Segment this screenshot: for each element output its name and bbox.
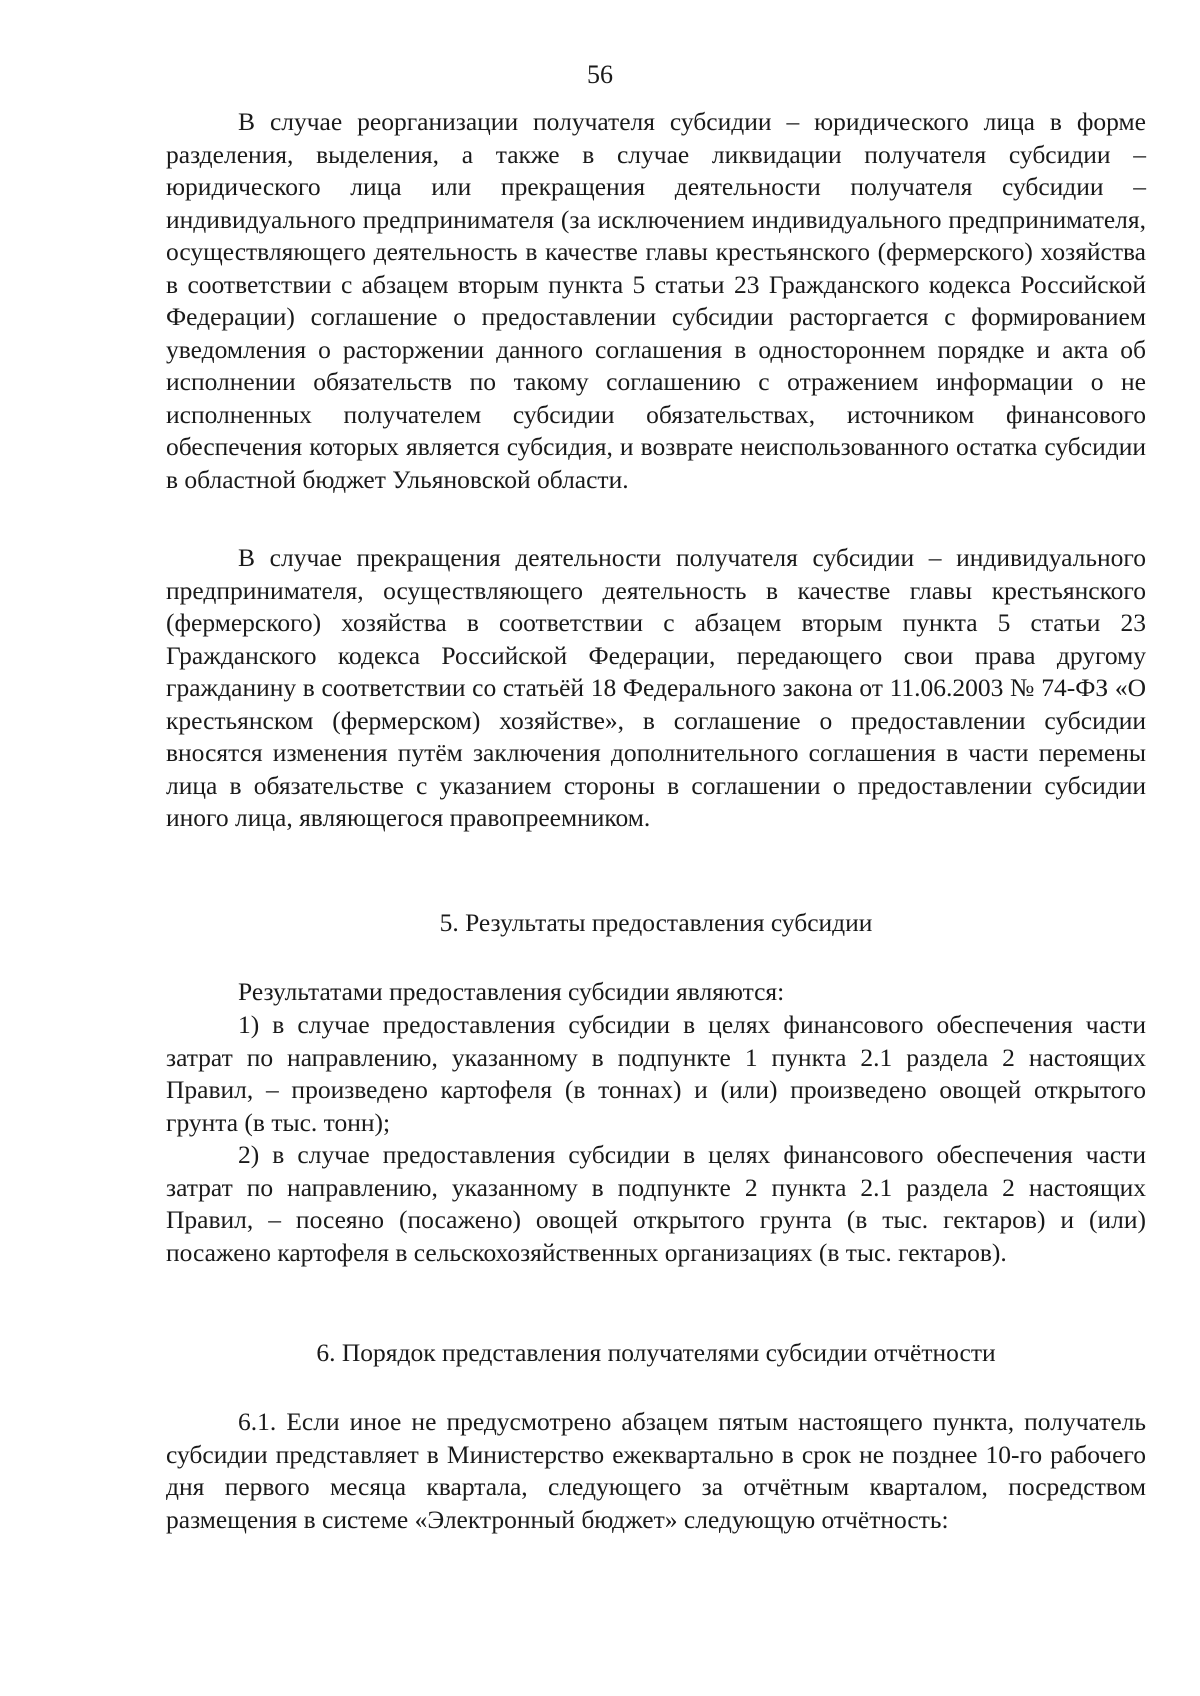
paragraph-reporting-6-1: 6.1. Если иное не предусмотрено абзацем пятым настоящего пункта, получатель субсидии представляет в Министерство ежеквартально в срок не позднее 10-го рабочего дня первого месяца квартала, следующего за отчётным кварталом, посредством размещения в системе «Электронный бюджет» следующую отчётность:	[166, 1407, 1146, 1534]
section-heading-results: 5. Результаты предоставления субсидии	[439, 908, 873, 937]
paragraph-results-intro: Результатами предоставления субсидии являются:	[238, 977, 785, 1006]
list-item-result-1: 1) в случае предоставления субсидии в целях финансового обеспечения части затрат по направлению, указанному в подпункте 1 пункта 2.1 раздела 2 настоящих Правил, – произведено картофеля (в тоннах) и (или) произведено овощей открытого грунта (в тыс. тонн);	[166, 1010, 1146, 1137]
paragraph-reorganization: В случае реорганизации получателя субсидии – юридического лица в форме разделения, выделения, а также в случае ликвидации получателя субсидии – юридического лица или прекращения деятельности получателя субсидии – индивидуального предпринимателя (за исключением индивидуального предпринимателя, осуществляющего деятельность в качестве главы крестьянского (фермерского) хозяйства в соответствии с абзацем вторым пункта 5 статьи 23 Гражданского кодекса Российской Федерации) соглашение о предоставлении субсидии расторгается с формированием уведомления о расторжении данного соглашения в одностороннем порядке и акта об исполнении обязательств по такому соглашению с отражением информации о не исполненных получателем субсидии обязательствах, источником финансового обеспечения которых является субсидия, и возврате неиспользованного остатка субсидии в областной бюджет Ульяновской области.	[166, 107, 1146, 494]
paragraph-termination: В случае прекращения деятельности получателя субсидии – индивидуального предпринимателя, осуществляющего деятельность в качестве главы крестьянского (фермерского) хозяйства в соответствии с абзацем вторым пункта 5 статьи 23 Гражданского кодекса Российской Федерации, передающего свои права другому гражданину в соответствии со статьёй 18 Федерального закона от 11.06.2003 № 74-ФЗ «О крестьянском (фермерском) хозяйстве», в соглашение о предоставлении субсидии вносятся изменения путём заключения дополнительного соглашения в части перемены лица в обязательстве с указанием стороны в соглашении о предоставлении субсидии иного лица, являющегося правопреемником.	[166, 543, 1146, 832]
list-item-result-2: 2) в случае предоставления субсидии в целях финансового обеспечения части затрат по направлению, указанному в подпункте 2 пункта 2.1 раздела 2 настоящих Правил, – посеяно (посажено) овощей открытого грунта (в тыс. гектаров) и (или) посажено картофеля в сельскохозяйственных организациях (в тыс. гектаров).	[166, 1140, 1146, 1267]
section-heading-reporting: 6. Порядок представления получателями субсидии отчётности	[316, 1338, 996, 1367]
page-number: 56	[587, 60, 613, 89]
